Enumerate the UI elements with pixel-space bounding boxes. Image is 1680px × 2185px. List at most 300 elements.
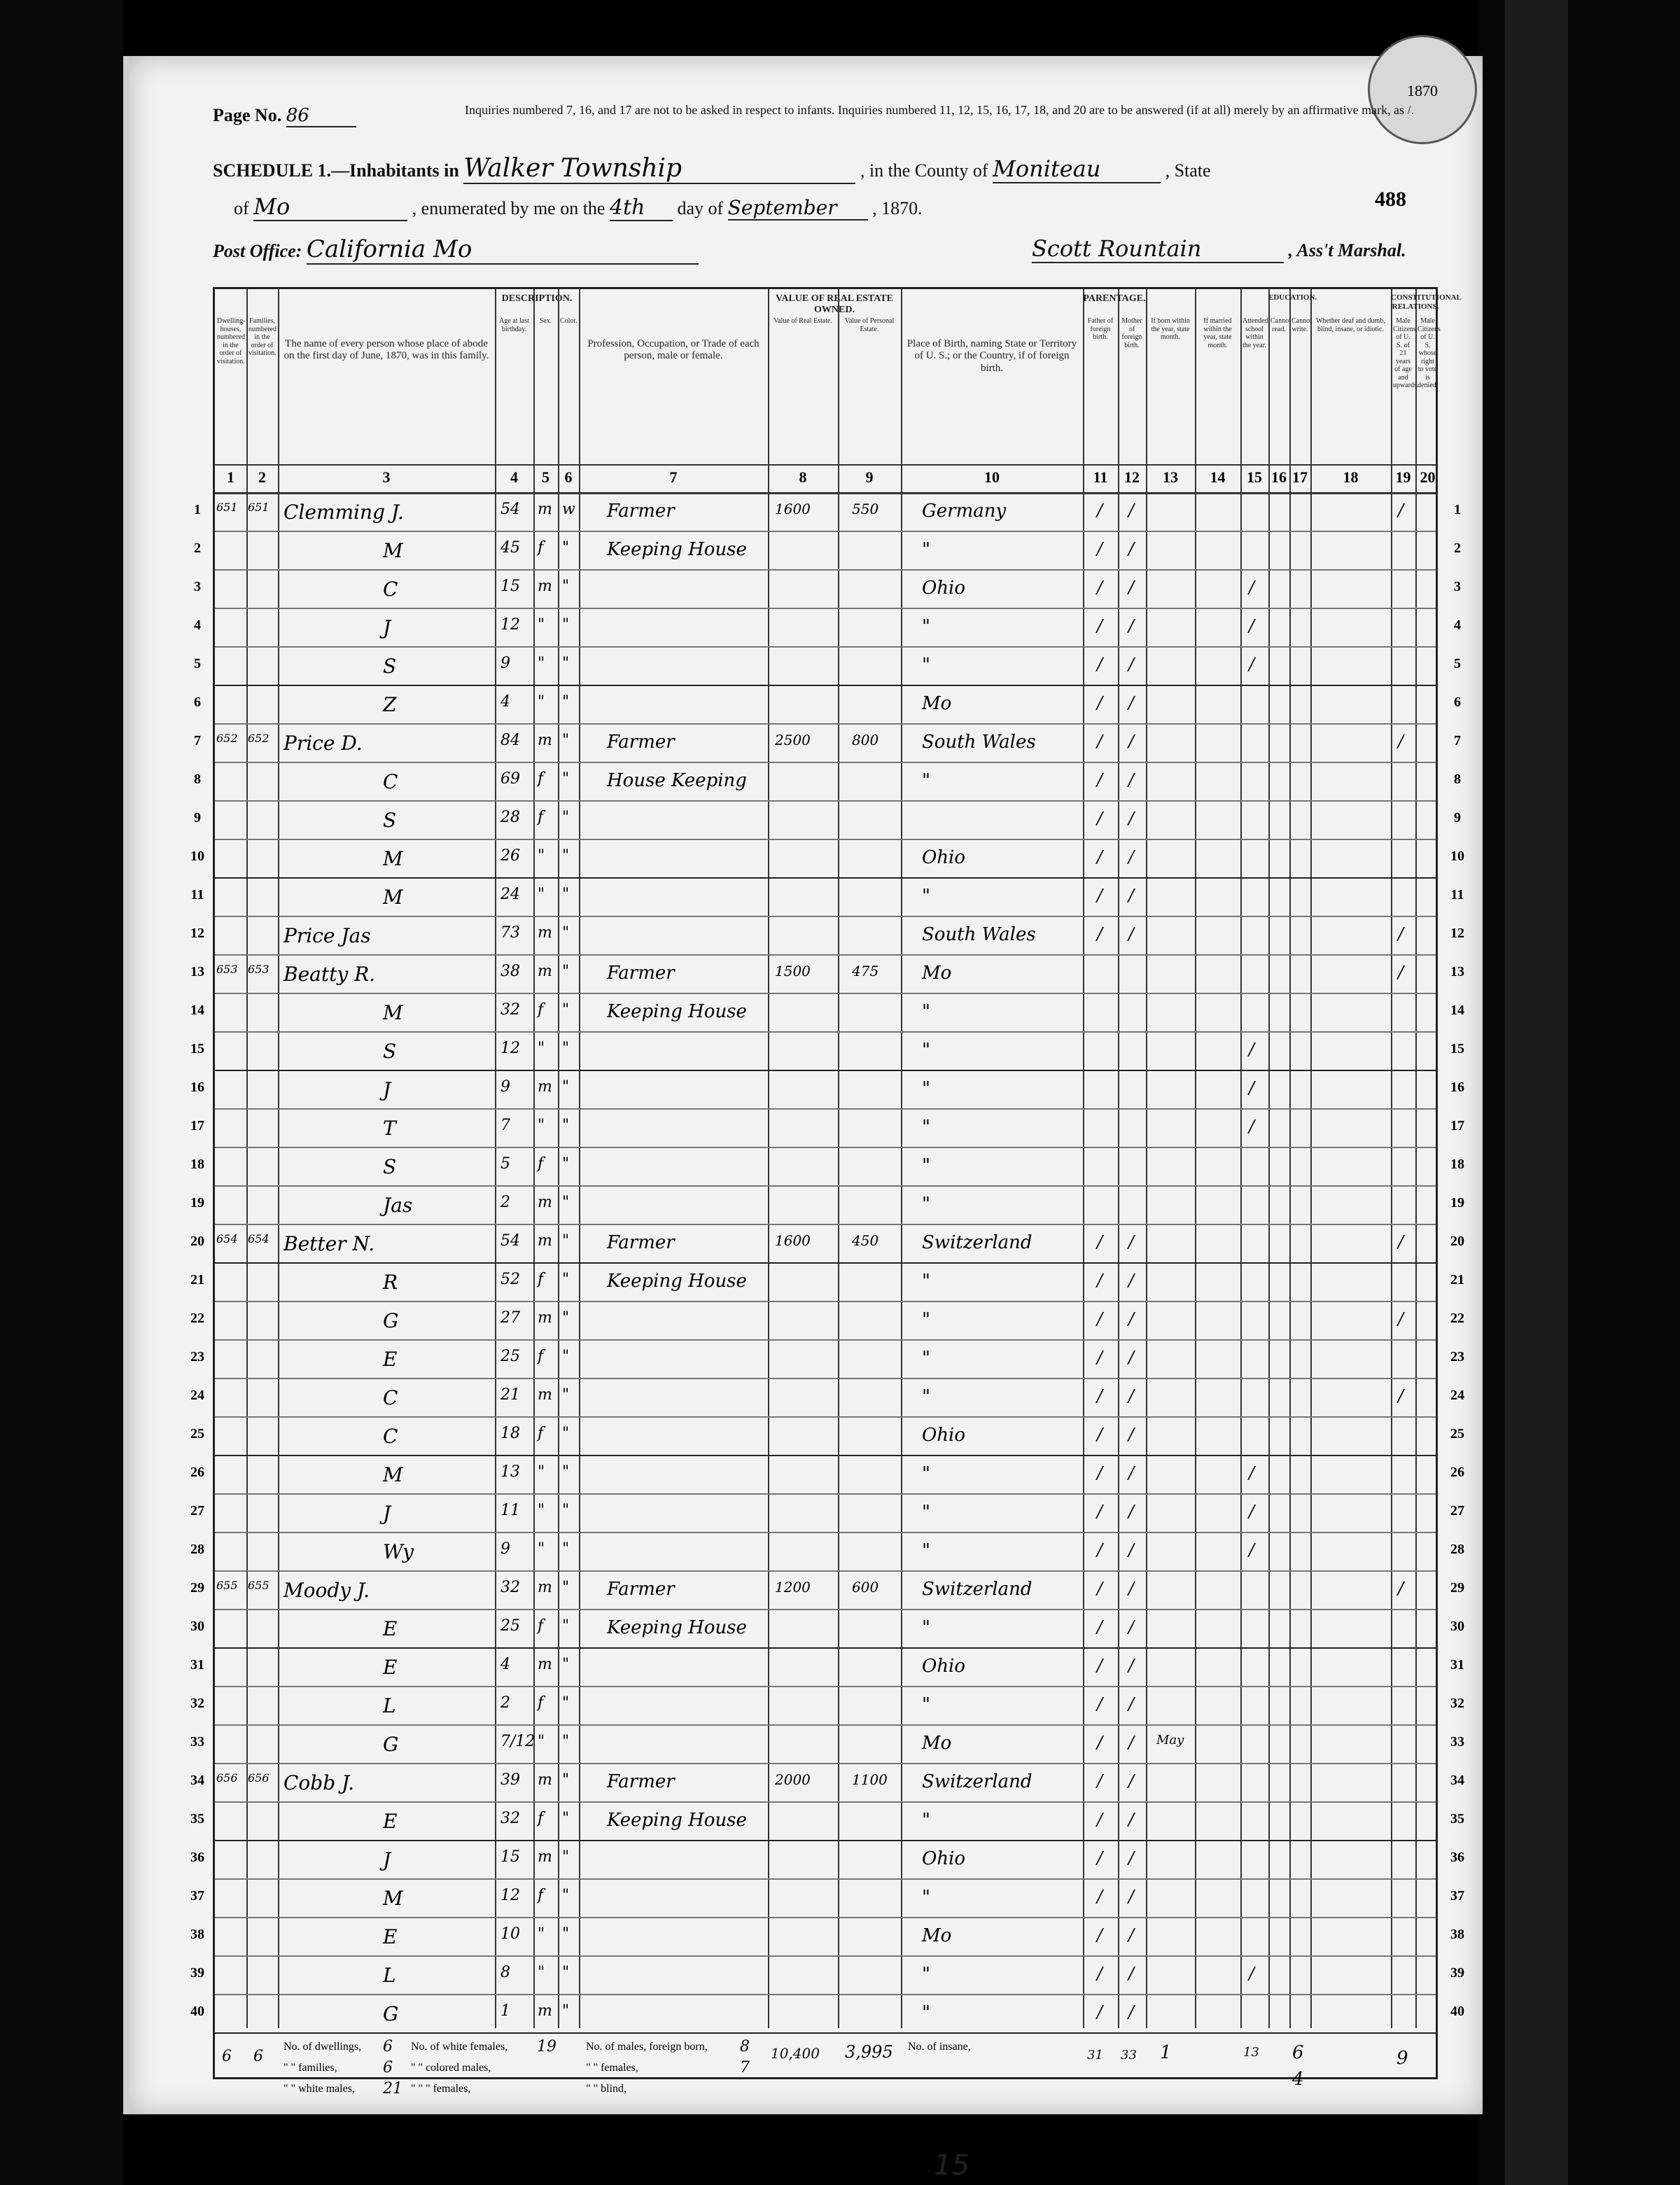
cell-name: M [383,847,403,870]
day-value: 4th [610,195,673,221]
row-rule [215,1185,1436,1187]
cell-real: 1200 [775,1579,811,1596]
row-number-right: 20 [1450,1234,1464,1249]
cell-color: " [562,1425,570,1442]
cell-sex: m [538,1194,552,1211]
cell-sex: " [538,886,545,903]
schedule-line [213,154,1211,184]
cell-age: 28 [500,809,520,826]
totals-white-females-value: 19 [537,2038,556,2055]
cell-sex: m [538,1848,552,1866]
cell-name: C [383,1425,398,1448]
cell-name: C [383,770,398,793]
column-divider [1240,289,1242,2028]
cell-pers: 1100 [852,1771,888,1788]
cell-sex: f [538,1887,544,1904]
header-rule [215,464,1436,466]
row-number-left: 39 [190,1965,204,1981]
column-divider [495,289,496,2028]
row-rule [215,1262,1436,1264]
cell-sex: f [538,1155,544,1173]
cell-sex: m [538,501,552,518]
row-rule [215,1686,1436,1687]
column-header: If married within the year, state month. [1203,317,1232,349]
column-number: 15 [1247,468,1262,486]
row-number-left: 3 [194,579,201,594]
page-no-value: 86 [286,105,356,127]
column-number: 6 [564,468,573,486]
cell-birth: " [922,1040,930,1061]
column-divider [246,289,248,2028]
cell-fam: 654 [248,1232,270,1245]
column-number: 8 [799,468,807,486]
cell-birth: " [922,1386,930,1407]
cell-sex: m [538,1656,552,1673]
column-header: The name of every person whose place of abode on the first day of June, 1870, was in this family. [284,338,489,362]
cell-age: 84 [500,732,520,749]
column-header: Value of Real Estate. [774,317,832,325]
cell-birth: South Wales [922,924,1036,945]
row-number-left: 31 [190,1657,204,1673]
cell-birth: Ohio [922,1656,966,1677]
cell-birth: " [922,1540,930,1561]
cell-m: / [1128,809,1135,828]
cell-birth: " [922,1887,930,1908]
cell-name: R [383,1271,398,1294]
scan-left-edge [0,0,123,2185]
cell-f: / [1097,770,1103,790]
row-rule [215,1455,1436,1456]
cell-pers: 600 [852,1579,879,1596]
cell-m: / [1128,1964,1135,1983]
totals-dwellings-value: 6 [383,2038,393,2055]
cell-sex: f [538,1271,544,1288]
cell-m: / [1128,1656,1135,1675]
cell-m: / [1128,886,1135,905]
cell-name: E [383,1810,398,1833]
column-divider [768,289,769,2028]
totals-foreign-females-label: " " females, [586,2062,638,2074]
cell-c15: / [1249,616,1255,636]
totals-insane-label: No. of insane, [908,2041,971,2053]
cell-birth: Ohio [922,578,966,599]
scan-strip [1505,0,1568,2185]
cell-occ: Farmer [607,501,675,522]
cell-color: " [562,655,570,672]
column-number: 7 [669,468,678,486]
cell-color: " [562,1232,570,1250]
cell-birth: " [922,1810,930,1831]
row-number-right: 1 [1454,502,1461,517]
township-value: Walker Township [463,154,855,184]
cell-name: G [383,2002,399,2025]
cell-f: / [1097,1925,1103,1945]
row-rule [215,993,1436,994]
column-number: 5 [542,468,550,486]
column-divider [1146,289,1147,2028]
totals-real-estate-value: 10,400 [771,2045,820,2062]
row-number-left: 8 [194,772,201,787]
cell-name: J [383,1848,391,1871]
cell-name: Beatty R. [284,963,376,986]
cell-c19: / [1398,1579,1404,1598]
cell-f: / [1097,1540,1103,1560]
cell-m: / [1128,1540,1135,1560]
row-number-right: 10 [1450,849,1464,864]
row-number-left: 26 [190,1465,204,1480]
cell-color: " [562,847,570,865]
cell-color: " [562,1194,570,1211]
cell-name: Wy [383,1540,414,1563]
totals-blind-label: " " blind, [586,2083,626,2095]
row-rule [215,916,1436,917]
cell-birth: " [922,2002,930,2023]
cell-pers: 800 [852,732,879,748]
cell-sex: m [538,1771,552,1789]
totals-white-males-value: 21 [383,2080,402,2097]
cell-m: / [1128,578,1135,597]
row-rule [215,1224,1436,1225]
cell-sex: m [538,924,552,942]
cell-color: " [562,2002,570,2020]
row-rule [215,1801,1436,1803]
row-rule [215,685,1436,686]
cell-sex: m [538,1579,552,1596]
row-rule [215,839,1436,840]
row-number-left: 21 [190,1272,204,1287]
row-number-right: 9 [1454,810,1461,825]
cell-sex: f [538,809,544,826]
group-header-parentage: PARENTAGE. [1083,293,1146,304]
cell-birth: " [922,1078,930,1099]
cell-name: E [383,1925,398,1948]
cell-color: " [562,1155,570,1173]
cell-age: 9 [500,1078,510,1096]
totals-col17-value: 4 [1292,2069,1304,2090]
cell-age: 25 [500,1348,520,1365]
cell-color: " [562,924,570,942]
cell-age: 32 [500,1001,520,1019]
row-number-right: 3 [1454,579,1461,594]
row-number-right: 8 [1454,772,1461,787]
cell-m: / [1128,732,1135,751]
cell-f: / [1097,1309,1103,1329]
row-rule [215,1301,1436,1302]
row-rule [215,1878,1436,1880]
cell-name: M [383,1001,403,1024]
cell-name: Cobb J. [284,1771,354,1794]
cell-birth: Mo [922,963,952,984]
cell-name: E [383,1348,398,1371]
cell-c15: / [1249,578,1255,597]
row-rule [215,646,1436,648]
row-number-left: 12 [190,926,204,941]
cell-sex: m [538,1232,552,1250]
row-rule [215,1378,1436,1379]
row-rule [215,2032,1436,2034]
cell-birth: " [922,1194,930,1215]
cell-f: / [1097,1271,1103,1290]
cell-sex: m [538,963,552,980]
cell-m: / [1128,1232,1135,1252]
cell-age: 54 [500,501,520,518]
cell-m: / [1128,616,1135,636]
cell-color: " [562,1117,570,1134]
cell-color: " [562,1463,570,1481]
cell-f: / [1097,1964,1103,1983]
cell-sex: " [538,1502,545,1519]
cell-f: / [1097,1771,1103,1791]
cell-occ: Farmer [607,1232,675,1253]
row-number-right: 31 [1450,1657,1464,1673]
row-number-right: 2 [1454,540,1461,556]
cell-name: Z [383,693,397,716]
cell-color: " [562,1617,570,1635]
row-number-left: 1 [194,502,201,517]
row-number-right: 27 [1450,1503,1464,1519]
group-header-value: VALUE OF REAL ESTATE OWNED. [776,293,893,316]
totals-col1-value: 6 [222,2048,232,2065]
cell-f: / [1097,1694,1103,1714]
cell-color: " [562,1579,570,1596]
cell-occ: Keeping House [607,1617,747,1638]
census-table [190,287,1464,2097]
cell-real: 2500 [775,732,811,748]
cell-color: " [562,616,570,634]
row-number-left: 34 [190,1773,204,1788]
cell-f: / [1097,2002,1103,2022]
cell-age: 18 [500,1425,520,1442]
totals-col11-value: 31 [1087,2048,1103,2062]
cell-m: / [1128,924,1135,944]
cell-f: / [1097,1733,1103,1752]
cell-color: " [562,1733,570,1750]
cell-birth: Mo [922,1925,952,1946]
cell-color: " [562,1271,570,1288]
cell-color: " [562,1694,570,1712]
cell-age: 2 [500,1194,510,1211]
row-rule [215,1994,1436,1995]
cell-birth: Switzerland [922,1771,1032,1792]
row-number-right: 18 [1450,1157,1464,1172]
cell-birth: " [922,1155,930,1176]
column-divider [1391,289,1392,2028]
row-number-right: 19 [1450,1195,1464,1210]
totals-col2-value: 6 [253,2048,263,2065]
cell-color: " [562,770,570,788]
cell-m: / [1128,539,1135,559]
cell-sex: f [538,1810,544,1827]
column-number: 3 [382,468,391,486]
cell-fam: 651 [248,501,270,514]
cell-fam: 656 [248,1771,270,1785]
cell-sex: f [538,539,544,557]
cell-sex: " [538,1964,545,1981]
column-header: Place of Birth, naming State or Territory of U. S.; or the Country, if of foreign birth. [906,338,1077,374]
cell-f: / [1097,1502,1103,1521]
cell-dw: 652 [216,732,238,745]
cell-birth: " [922,1309,930,1330]
page-number-line [213,105,356,127]
cell-c15: / [1249,1964,1255,1983]
row-rule [215,1840,1436,1841]
stamp-text: 1870 [1407,82,1438,99]
cell-occ: Farmer [607,1771,675,1792]
cell-age: 13 [500,1463,520,1481]
cell-f: / [1097,847,1103,867]
cell-m: / [1128,1502,1135,1521]
cell-age: 10 [500,1925,520,1943]
row-number-right: 5 [1454,656,1461,671]
cell-age: 7/12 [500,1733,536,1750]
row-rule [215,1070,1436,1071]
post-office-value: California Mo [307,235,699,265]
cell-age: 73 [500,924,520,942]
cell-name: Jas [383,1194,413,1217]
cell-age: 45 [500,539,520,557]
row-number-left: 32 [190,1696,204,1711]
cell-birth: South Wales [922,732,1036,753]
cell-age: 25 [500,1617,520,1635]
column-header: Whether deaf and dumb, blind, insane, or idiotic. [1316,317,1385,333]
cell-f: / [1097,616,1103,636]
cell-sex: " [538,1117,545,1134]
enumeration-line [234,193,923,221]
cell-color: " [562,1848,570,1866]
cell-m: / [1128,1271,1135,1290]
column-divider [838,289,839,2028]
cell-name: M [383,1887,403,1910]
cell-f: / [1097,1348,1103,1367]
cell-name: L [383,1694,396,1717]
row-rule [215,608,1436,609]
cell-age: 54 [500,1232,520,1250]
row-number-left: 25 [190,1426,204,1441]
totals-col16-value: 6 [1292,2042,1304,2063]
cell-pers: 450 [852,1232,879,1249]
cell-name: Better N. [284,1232,375,1255]
row-number-right: 23 [1450,1349,1464,1364]
post-office-label: Post Office: [213,241,302,261]
cell-occ: Farmer [607,732,675,753]
row-rule [215,1763,1436,1764]
cell-dw: 653 [216,963,238,976]
column-divider [1083,289,1084,2028]
cell-sex: f [538,1694,544,1712]
row-rule [215,1493,1436,1495]
cell-c15: / [1249,1502,1255,1521]
row-number-left: 24 [190,1388,204,1403]
totals-col12-value: 33 [1121,2048,1137,2062]
cell-birth: Mo [922,693,952,714]
cell-fam: 655 [248,1579,270,1592]
cell-name: S [383,655,397,678]
cell-occ: Farmer [607,963,675,984]
totals-col19-value: 9 [1396,2048,1408,2069]
cell-birth: " [922,1964,930,1985]
cell-color: " [562,1386,570,1404]
cell-name: C [383,578,398,601]
row-number-left: 22 [190,1311,204,1326]
cell-c19: / [1398,963,1404,982]
cell-sex: f [538,1348,544,1365]
row-number-left: 4 [194,617,201,633]
cell-c19: / [1398,732,1404,751]
cell-color: " [562,539,570,557]
column-divider [1289,289,1291,2028]
cell-age: 12 [500,616,520,634]
column-header: Value of Personal Estate. [844,317,895,333]
column-number: 14 [1210,468,1226,486]
cell-c15: / [1249,655,1255,674]
row-number-left: 19 [190,1195,204,1210]
column-number: 10 [984,468,1000,486]
row-rule [215,569,1436,571]
column-number-rule [215,492,1436,494]
column-number: 20 [1420,468,1436,486]
cell-color: " [562,1309,570,1327]
row-number-right: 25 [1450,1426,1464,1441]
cell-birth: Ohio [922,1848,966,1869]
cell-age: 12 [500,1040,520,1057]
cell-fam: 652 [248,732,270,745]
cell-m: / [1128,1733,1135,1752]
row-number-left: 33 [190,1734,204,1750]
column-divider [278,289,279,2028]
totals-dwellings-label: No. of dwellings, [284,2041,362,2053]
cell-sex: " [538,1040,545,1057]
cell-m: / [1128,1386,1135,1406]
row-number-right: 36 [1450,1850,1464,1865]
cell-color: " [562,1887,570,1904]
row-number-right: 24 [1450,1388,1464,1403]
row-number-left: 20 [190,1234,204,1249]
cell-age: 32 [500,1579,520,1596]
column-header: Cannot read. [1270,317,1291,333]
column-header: Age at last birthday. [499,317,529,333]
cell-age: 15 [500,578,520,595]
totals-white-males-label: " " white males, [284,2083,355,2095]
column-divider [1310,289,1312,2028]
instructions-text: Inquiries numbered 7, 16, and 17 are not to be asked in respect to infants. Inquiries numbered 11, 12, 15, 16, 17, 18, and 20 are to be answered (if at all) merely by an affirmative mark, as /. [465,103,1415,117]
cell-m: / [1128,501,1135,520]
cell-m: / [1128,1425,1135,1444]
cell-name: Clemming J. [284,501,404,524]
cell-pers: 475 [852,963,879,979]
cell-age: 21 [500,1386,520,1404]
cell-name: E [383,1617,398,1640]
cell-name: L [383,1964,396,1987]
cell-age: 1 [500,2002,510,2020]
cell-f: / [1097,693,1103,713]
row-number-left: 40 [190,2004,204,2019]
cell-f: / [1097,809,1103,828]
cell-color: " [562,1540,570,1558]
cell-name: E [383,1656,398,1679]
cell-f: / [1097,1386,1103,1406]
cell-birth: " [922,1001,930,1022]
cell-birth: Switzerland [922,1232,1032,1253]
cell-age: 9 [500,1540,510,1558]
cell-age: 9 [500,655,510,672]
column-header: Cannot write. [1292,317,1312,333]
cell-f: / [1097,1232,1103,1252]
column-number: 9 [865,468,874,486]
page-no-label: Page No. [213,105,282,125]
sheet-number: 488 [1375,188,1406,211]
cell-m: / [1128,693,1135,713]
cell-fam: 653 [248,963,270,976]
